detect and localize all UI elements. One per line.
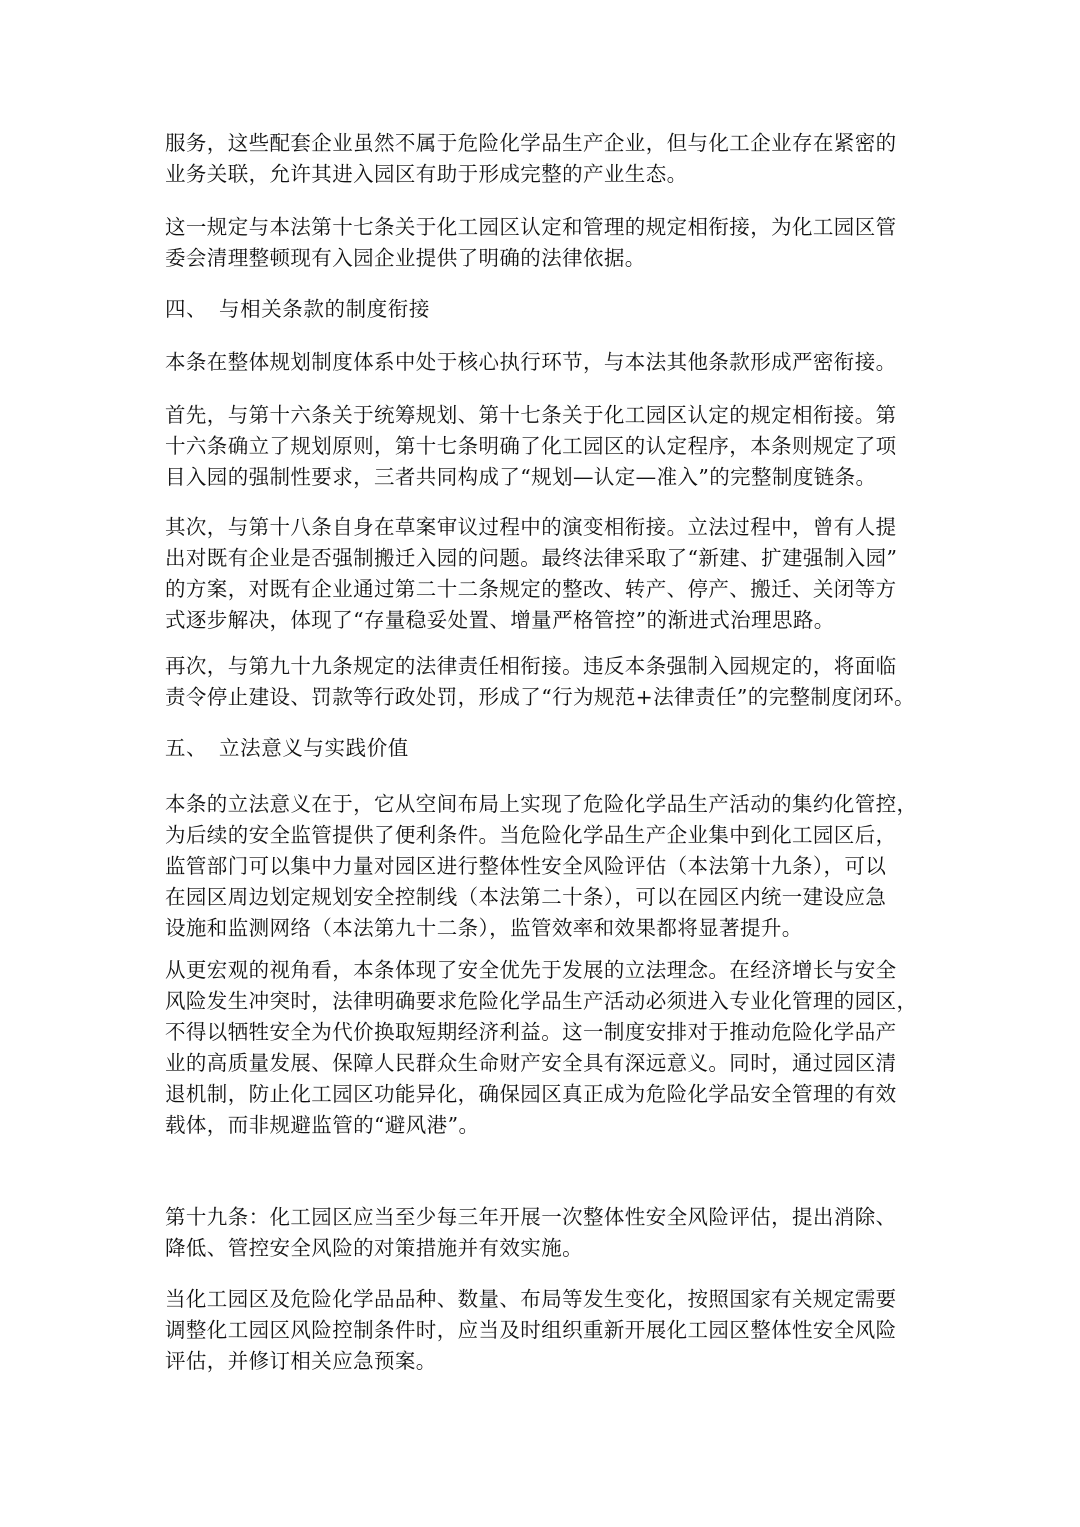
text-line: 当化工园区及危险化学品品种、数量、布局等发生变化，按照国家有关规定需要 <box>165 1287 897 1311</box>
text-line: 在园区周边划定规划安全控制线（本法第二十条），可以在园区内统一建设应急 <box>165 885 887 909</box>
text-line: 评估，并修订相关应急预案。 <box>165 1349 437 1373</box>
paragraph <box>165 955 925 1141</box>
paragraph <box>165 128 925 190</box>
text-line: 目入园的强制性要求，三者共同构成了“规划—认定—准入”的完整制度链条。 <box>165 465 877 489</box>
section-heading-number: 五、 <box>165 736 208 760</box>
text-line: 不得以牺牲安全为代价换取短期经济利益。这一制度安排对于推动危险化学品产 <box>165 1020 897 1044</box>
paragraph <box>165 212 925 274</box>
text-line: 首先，与第十六条关于统筹规划、第十七条关于化工园区认定的规定相衔接。第 <box>165 403 897 427</box>
section-heading <box>165 733 925 764</box>
paragraph <box>165 400 925 493</box>
text-line: 调整化工园区风险控制条件时，应当及时组织重新开展化工园区整体性安全风险 <box>165 1318 897 1342</box>
text-line: 出对既有企业是否强制搬迁入园的问题。最终法律采取了“新建、扩建强制入园” <box>165 546 898 570</box>
text-line: 设施和监测网络（本法第九十二条），监管效率和效果都将显著提升。 <box>165 916 803 940</box>
paragraph <box>165 789 925 944</box>
section-heading <box>165 294 925 325</box>
text-line: 业的高质量发展、保障人民群众生命财产安全具有深远意义。同时，通过园区清 <box>165 1051 897 1075</box>
section-heading-number: 四、 <box>165 297 208 321</box>
paragraph <box>165 651 925 713</box>
text-line: 业务关联，允许其进入园区有助于形成完整的产业生态。 <box>165 162 688 186</box>
text-line: 这一规定与本法第十七条关于化工园区认定和管理的规定相衔接，为化工园区管 <box>165 215 897 239</box>
paragraph <box>165 512 925 636</box>
text-line: 委会清理整顿现有入园企业提供了明确的法律依据。 <box>165 246 646 270</box>
text-line: 责令停止建设、罚款等行政处罚，形成了“行为规范+法律责任”的完整制度闭环。 <box>165 685 915 709</box>
text-line: 监管部门可以集中力量对园区进行整体性安全风险评估（本法第十九条），可以 <box>165 854 887 878</box>
text-line: 风险发生冲突时，法律明确要求危险化学品生产活动必须进入专业化管理的园区， <box>165 989 918 1013</box>
text-line: 从更宏观的视角看，本条体现了安全优先于发展的立法理念。在经济增长与安全 <box>165 958 897 982</box>
text-line: 本条的立法意义在于，它从空间布局上实现了危险化学品生产活动的集约化管控， <box>165 792 918 816</box>
text-line: 为后续的安全监管提供了便利条件。当危险化学品生产企业集中到化工园区后， <box>165 823 897 847</box>
text-line: 降低、管控安全风险的对策措施并有效实施。 <box>165 1236 583 1260</box>
text-line: 服务，这些配套企业虽然不属于危险化学品生产企业，但与化工企业存在紧密的 <box>165 131 897 155</box>
text-line: 本条在整体规划制度体系中处于核心执行环节，与本法其他条款形成严密衔接。 <box>165 350 897 374</box>
paragraph <box>165 1284 925 1377</box>
text-line: 再次，与第九十九条规定的法律责任相衔接。违反本条强制入园规定的，将面临 <box>165 654 897 678</box>
section-heading-text: 立法意义与实践价值 <box>219 736 409 760</box>
paragraph <box>165 1202 925 1264</box>
text-line: 第十九条：化工园区应当至少每三年开展一次整体性安全风险评估，提出消除、 <box>165 1205 897 1229</box>
text-line: 十六条确立了规划原则，第十七条明确了化工园区的认定程序，本条则规定了项 <box>165 434 897 458</box>
paragraph <box>165 347 925 378</box>
text-line: 退机制，防止化工园区功能异化，确保园区真正成为危险化学品安全管理的有效 <box>165 1082 897 1106</box>
text-line: 载体，而非规避监管的“避风港”。 <box>165 1113 480 1137</box>
text-line: 的方案，对既有企业通过第二十二条规定的整改、转产、停产、搬迁、关闭等方 <box>165 577 897 601</box>
section-heading-text: 与相关条款的制度衔接 <box>219 297 430 321</box>
text-line: 其次，与第十八条自身在草案审议过程中的演变相衔接。立法过程中，曾有人提 <box>165 515 897 539</box>
text-line: 式逐步解决，体现了“存量稳妥处置、增量严格管控”的渐进式治理思路。 <box>165 608 835 632</box>
